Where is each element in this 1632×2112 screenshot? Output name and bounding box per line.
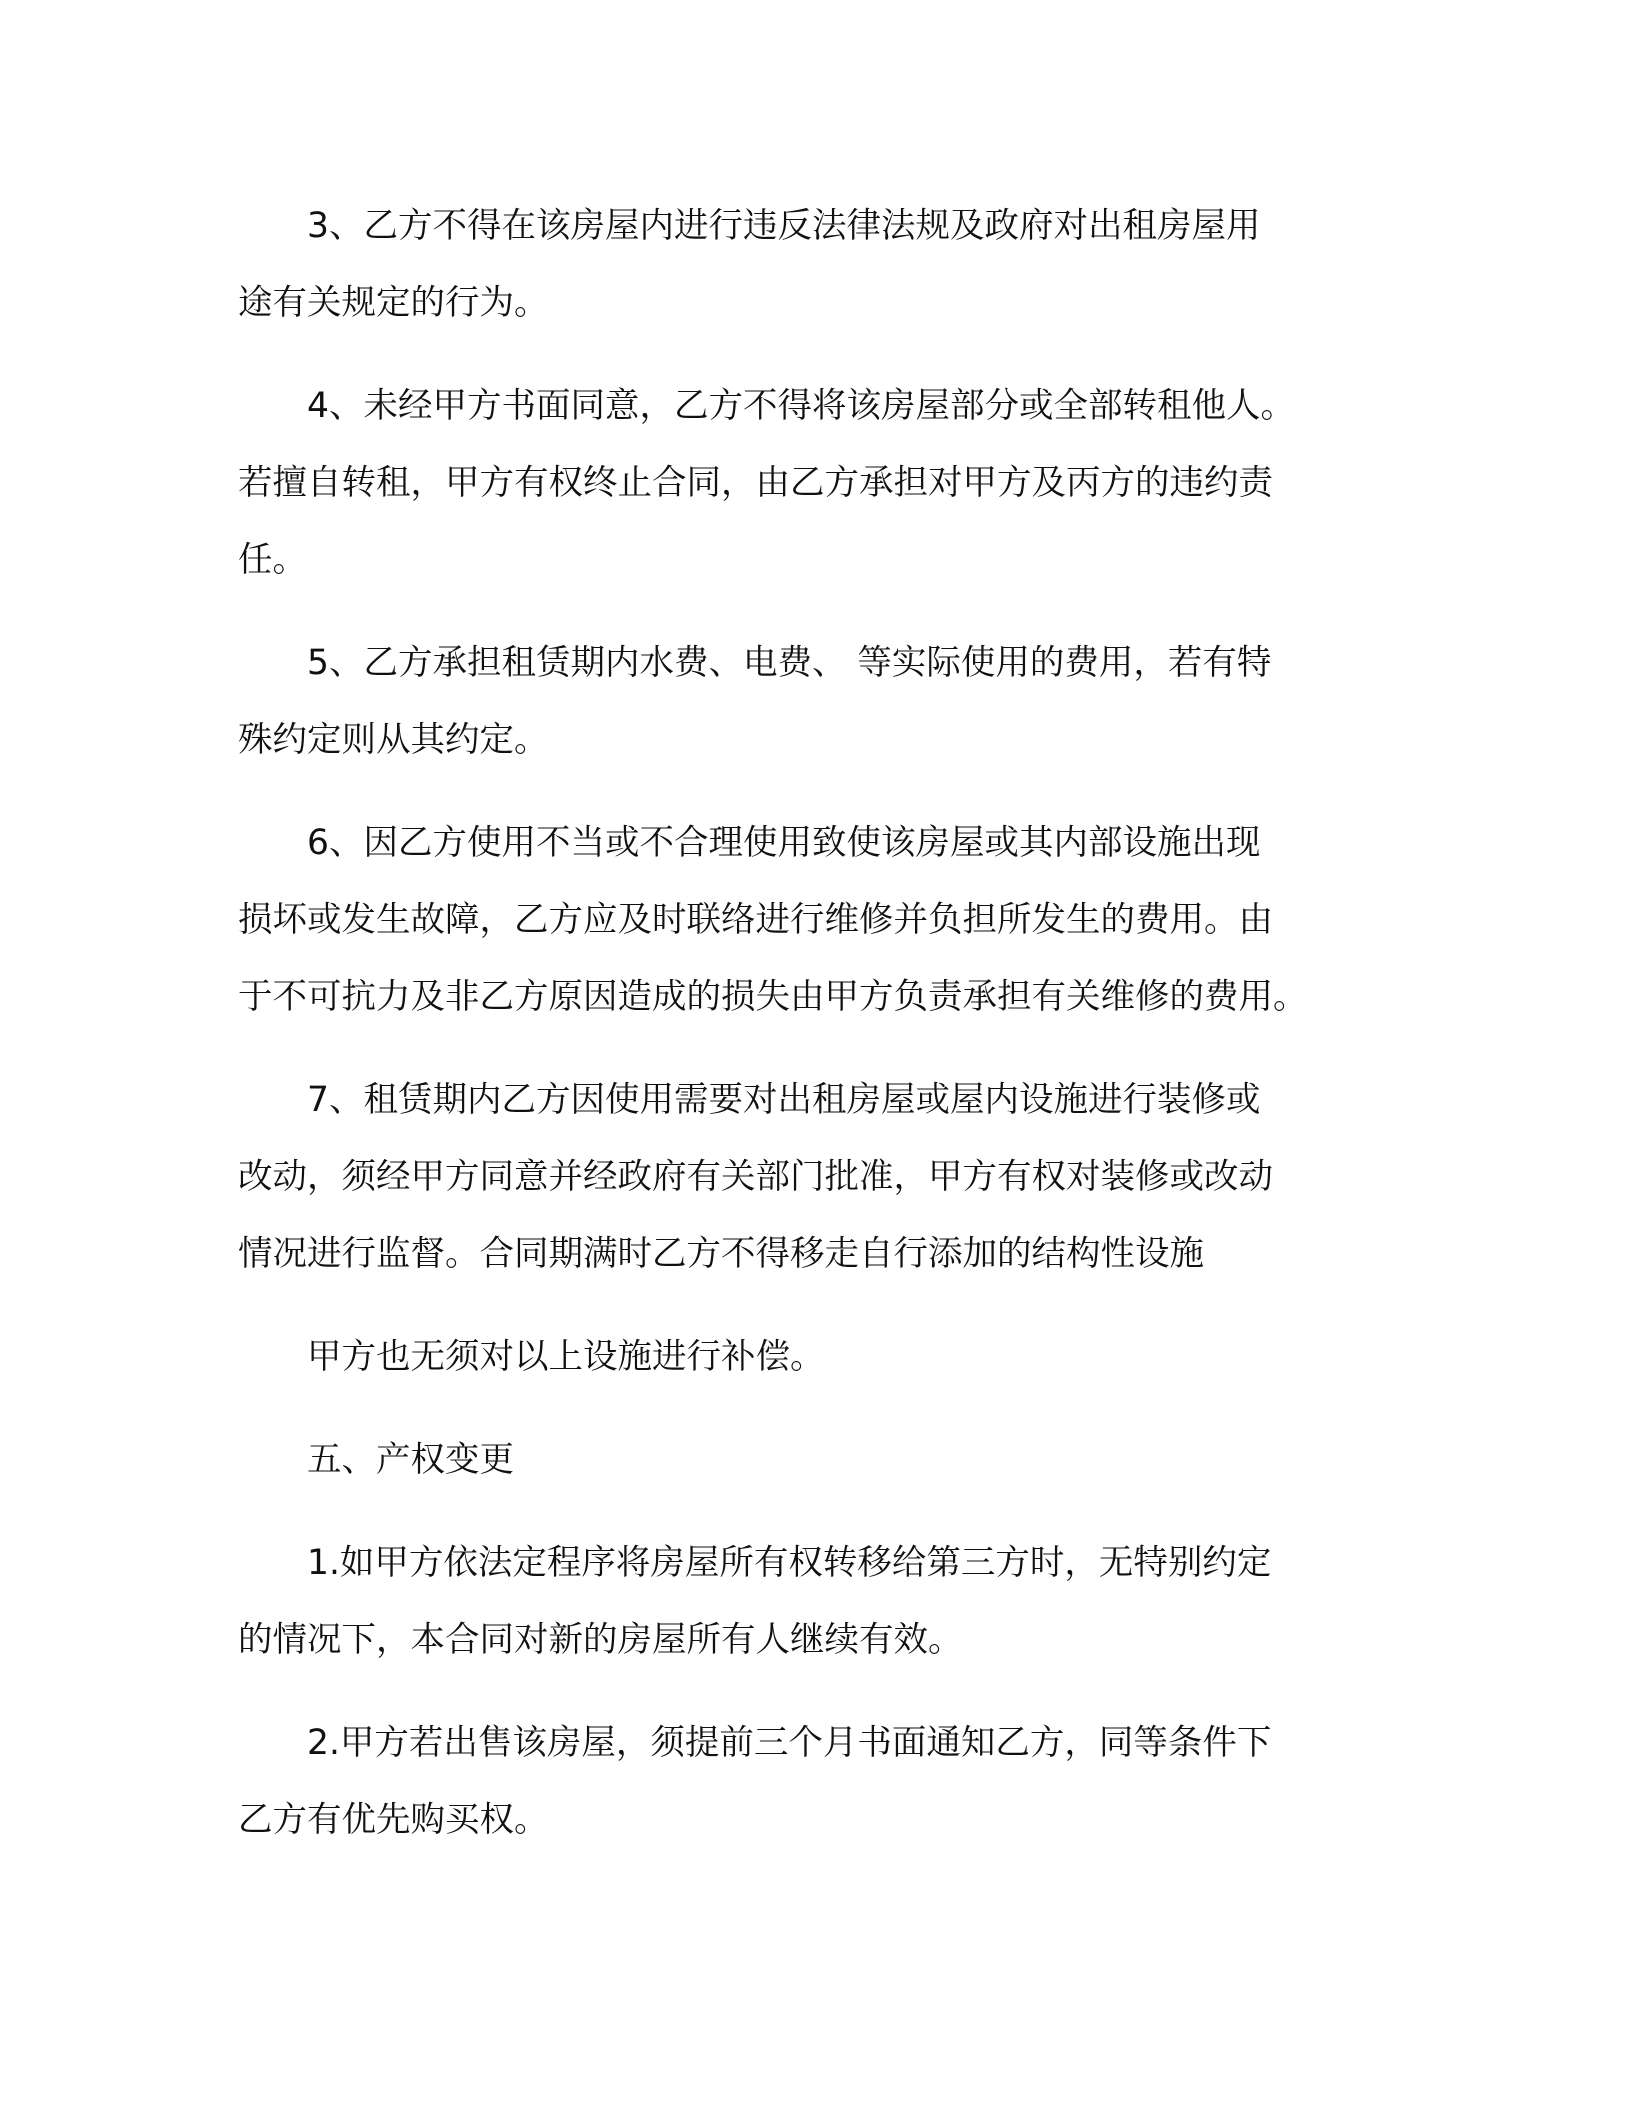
paragraph-line: 任。 [238,540,307,580]
section-5-heading [238,1422,1388,1499]
clause-3-paragraph [238,188,1388,342]
document-body [238,188,1388,1859]
section-5-item-1-paragraph [238,1525,1388,1679]
paragraph-line: 2.甲方若出售该房屋，须提前三个月书面通知乙方，同等条件下 [307,1723,1272,1763]
paragraph-line: 途有关规定的行为。 [238,283,549,323]
clause-5-paragraph [238,625,1388,779]
paragraph-line: 7、租赁期内乙方因使用需要对出租房屋或屋内设施进行装修或 [307,1080,1261,1120]
paragraph-line: 情况进行监督。合同期满时乙方不得移走自行添加的结构性设施 [238,1234,1204,1274]
clause-7-paragraph [238,1062,1388,1293]
paragraph-line: 5、乙方承担租赁期内水费、电费、 等实际使用的费用，若有特 [307,643,1272,683]
paragraph-line: 3、乙方不得在该房屋内进行违反法律法规及政府对出租房屋用 [307,206,1261,246]
section-5-item-2-paragraph [238,1705,1388,1859]
paragraph-line: 损坏或发生故障，乙方应及时联络进行维修并负担所发生的费用。由 [238,900,1273,940]
paragraph-line: 乙方有优先购买权。 [238,1800,549,1840]
paragraph-line: 若擅自转租，甲方有权终止合同，由乙方承担对甲方及丙方的违约责 [238,463,1273,503]
paragraph-line: 改动，须经甲方同意并经政府有关部门批准，甲方有权对装修或改动 [238,1157,1273,1197]
clause-7-continuation-paragraph [238,1319,1388,1396]
paragraph-line: 4、未经甲方书面同意，乙方不得将该房屋部分或全部转租他人。 [307,386,1295,426]
paragraph-line: 殊约定则从其约定。 [238,720,549,760]
paragraph-line: 甲方也无须对以上设施进行补偿。 [307,1337,825,1377]
paragraph-line: 6、因乙方使用不当或不合理使用致使该房屋或其内部设施出现 [307,823,1261,863]
clause-6-paragraph [238,805,1388,1036]
paragraph-line: 的情况下，本合同对新的房屋所有人继续有效。 [238,1620,963,1660]
clause-4-paragraph [238,368,1388,599]
section-heading-line: 五、产权变更 [307,1440,514,1480]
paragraph-line: 于不可抗力及非乙方原因造成的损失由甲方负责承担有关维修的费用。 [238,977,1308,1017]
paragraph-line: 1.如甲方依法定程序将房屋所有权转移给第三方时，无特别约定 [307,1543,1272,1583]
